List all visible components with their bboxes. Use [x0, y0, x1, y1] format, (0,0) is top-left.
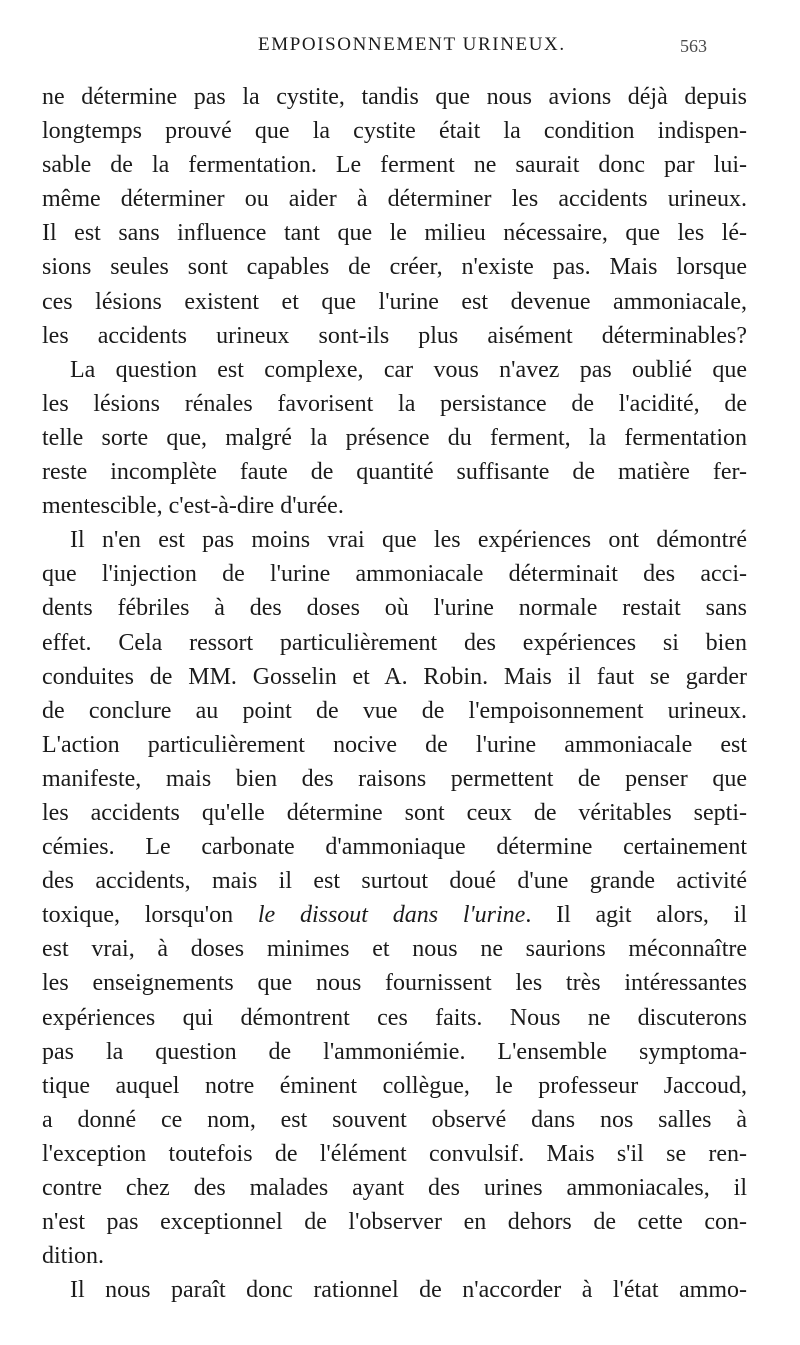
text-line: effet. Cela ressort particulièrement des expériences si bien	[42, 629, 747, 656]
text-line: cémies. Le carbonate d'ammoniaque détermine certainement	[42, 834, 747, 861]
paragraph-start-line: La question est complexe, car vous n'avez pas oublié que	[70, 356, 747, 383]
line-text-before: toxique, lorsqu'on	[42, 902, 258, 929]
text-line: n'est pas exceptionnel de l'observer en dehors de cette con-	[42, 1209, 747, 1236]
text-line: même déterminer ou aider à déterminer les accidents urineux.	[42, 186, 747, 213]
paragraph-end-line: mentescible, c'est-à-dire d'urée.	[42, 493, 344, 520]
paragraph-start-line: Il n'en est pas moins vrai que les expériences ont démontré	[70, 527, 747, 554]
text-line: a donné ce nom, est souvent observé dans nos salles à	[42, 1106, 747, 1133]
text-line: des accidents, mais il est surtout doué d'une grande activité	[42, 868, 747, 895]
text-line: l'exception toutefois de l'élément convulsif. Mais s'il se ren-	[42, 1140, 747, 1167]
text-line: longtemps prouvé que la cystite était la condition indispen-	[42, 118, 747, 145]
line-text-after: . Il agit alors, il	[525, 902, 748, 929]
text-line: sable de la fermentation. Le ferment ne saurait donc par lui-	[42, 152, 747, 179]
text-line: expériences qui démontrent ces faits. Nous ne discuterons	[42, 1004, 747, 1031]
text-line: L'action particulièrement nocive de l'urine ammoniacale est	[42, 731, 747, 758]
text-line: que l'injection de l'urine ammoniacale déterminait des acci-	[42, 561, 747, 588]
text-line: Il est sans influence tant que le milieu nécessaire, que les lé-	[42, 220, 747, 247]
text-line: reste incomplète faute de quantité suffisante de matière fer-	[42, 459, 747, 486]
text-line: pas la question de l'ammoniémie. L'ensemble symptoma-	[42, 1038, 747, 1065]
text-line: contre chez des malades ayant des urines ammoniacales, il	[42, 1175, 747, 1201]
text-line: les accidents urineux sont-ils plus aisément déterminables?	[42, 322, 747, 349]
paragraph-end-line: dition.	[42, 1243, 105, 1270]
text-line: manifeste, mais bien des raisons permettent de penser que	[42, 765, 747, 792]
text-line-with-italic	[42, 898, 747, 932]
running-head	[0, 34, 800, 60]
text-line: tique auquel notre éminent collègue, le professeur Jaccoud,	[42, 1072, 747, 1099]
running-title: EMPOISONNEMENT URINEUX.	[258, 34, 566, 55]
paragraph-start-line: Il nous paraît donc rationnel de n'accorder à l'état ammo-	[70, 1277, 747, 1304]
text-line: les accidents qu'elle détermine sont ceux de véritables septi-	[42, 799, 747, 826]
text-line: ne détermine pas la cystite, tandis que nous avions déjà depuis	[42, 84, 747, 110]
text-line: ces lésions existent et que l'urine est devenue ammoniacale,	[42, 288, 747, 315]
text-line: sions seules sont capables de créer, n'existe pas. Mais lorsque	[42, 254, 747, 281]
page-number: 563	[680, 36, 707, 56]
text-line: de conclure au point de vue de l'empoisonnement urineux.	[42, 697, 747, 724]
text-line: les lésions rénales favorisent la persistance de l'acidité, de	[42, 390, 747, 417]
text-line: les enseignements que nous fournissent les très intéressantes	[42, 970, 747, 997]
text-line: telle sorte que, malgré la présence du ferment, la fermentation	[42, 424, 747, 451]
text-line: conduites de MM. Gosselin et A. Robin. Mais il faut se garder	[42, 663, 747, 690]
body-text	[42, 80, 747, 1307]
text-line: dents fébriles à des doses où l'urine normale restait sans	[42, 595, 747, 622]
text-line: est vrai, à doses minimes et nous ne saurions méconnaître	[42, 936, 747, 963]
italic-phrase: le dissout dans l'urine	[257, 902, 526, 929]
